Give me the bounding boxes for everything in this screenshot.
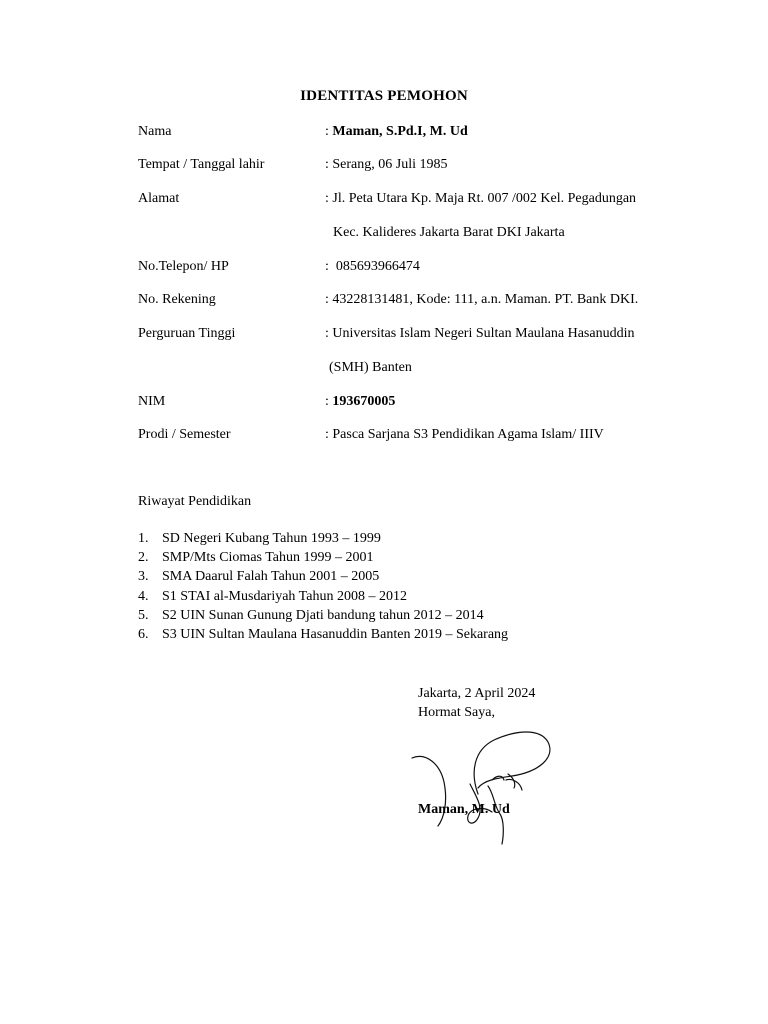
field-label-program: Prodi / Semester <box>138 427 231 442</box>
list-item <box>138 587 508 606</box>
list-item-text: SD Negeri Kubang Tahun 1993 – 1999 <box>162 531 381 546</box>
field-label-account: No. Rekening <box>138 292 216 307</box>
field-colon: : <box>325 394 333 409</box>
field-value-program: : Pasca Sarjana S3 Pendidikan Agama Islam/ IIIV <box>325 427 604 442</box>
nim-number: 193670005 <box>332 394 396 409</box>
list-item-text: S2 UIN Sunan Gunung Djati bandung tahun 2012 – 2014 <box>162 607 484 623</box>
field-value-nim <box>325 394 395 410</box>
education-heading: Riwayat Pendidikan <box>138 494 252 509</box>
applicant-name: Maman, S.Pd.I, M. Ud <box>332 124 468 139</box>
field-value-birth: : Serang, 06 Juli 1985 <box>325 157 448 172</box>
list-item <box>138 625 508 644</box>
signer-name: Maman, M. Ud <box>418 802 510 817</box>
field-colon: : <box>325 124 333 139</box>
list-item <box>138 529 508 548</box>
signature-icon <box>404 722 564 852</box>
field-value-account: : 43228131481, Kode: 111, a.n. Maman. PT. Bank DKI. <box>325 292 639 307</box>
list-item-text: SMP/Mts Ciomas Tahun 1999 – 2001 <box>162 550 374 566</box>
list-item <box>138 548 508 567</box>
field-value-university-cont: (SMH) Banten <box>329 360 412 375</box>
list-item-number: 6. <box>138 626 149 642</box>
field-value-address: : Jl. Peta Utara Kp. Maja Rt. 007 /002 Kel. Pegadungan <box>325 191 637 206</box>
field-value-nama <box>325 124 468 140</box>
closing-salutation: Hormat Saya, <box>418 705 495 720</box>
list-item-number: 3. <box>138 569 149 585</box>
field-label-nama: Nama <box>138 124 172 139</box>
field-value-address-cont: Kec. Kalideres Jakarta Barat DKI Jakarta <box>333 225 565 240</box>
field-value-university: : Universitas Islam Negeri Sultan Maulana Hasanuddin <box>325 326 635 341</box>
closing-place-date: Jakarta, 2 April 2024 <box>418 686 536 701</box>
list-item-number: 1. <box>138 531 149 546</box>
field-label-university: Perguruan Tinggi <box>138 326 236 341</box>
field-label-birth: Tempat / Tanggal lahir <box>138 157 265 172</box>
list-item-number: 4. <box>138 588 149 604</box>
list-item <box>138 606 508 625</box>
field-label-address: Alamat <box>138 191 180 206</box>
list-item-text: SMA Daarul Falah Tahun 2001 – 2005 <box>162 569 380 585</box>
list-item-number: 2. <box>138 550 149 566</box>
field-value-phone: : 085693966474 <box>325 259 420 274</box>
list-item-text: S1 STAI al-Musdariyah Tahun 2008 – 2012 <box>162 588 407 604</box>
field-label-phone: No.Telepon/ HP <box>138 259 229 274</box>
list-item-text: S3 UIN Sultan Maulana Hasanuddin Banten 2019 – Sekarang <box>162 626 509 642</box>
field-label-nim: NIM <box>138 394 166 409</box>
education-list <box>138 529 508 644</box>
list-item-number: 5. <box>138 607 149 623</box>
list-item <box>138 567 508 586</box>
document-title: IDENTITAS PEMOHON <box>300 88 468 104</box>
